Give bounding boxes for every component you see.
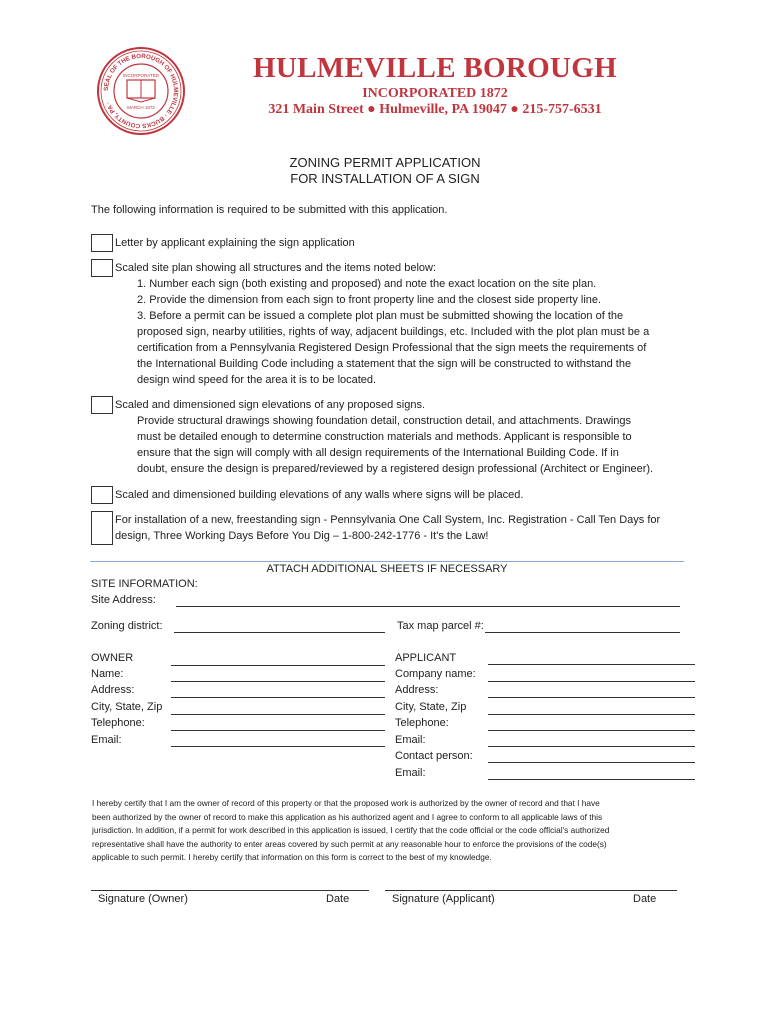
tax-map-label: Tax map parcel #:: [397, 620, 484, 632]
owner-telephone-field[interactable]: [171, 730, 385, 731]
checkbox-sign-elevations[interactable]: [91, 396, 113, 414]
tax-map-field[interactable]: [485, 632, 680, 633]
owner-city-label: City, State, Zip: [91, 701, 163, 713]
certification-text: [92, 797, 692, 865]
certification-line: been authorized by the owner of record to make this application as his authorized agent and I agree to conform to all applicable laws of this: [92, 811, 603, 822]
owner-signature-label: Signature (Owner): [98, 893, 188, 905]
one-call-line1: For installation of a new, freestanding sign - Pennsylvania One Call System, Inc. Registration - Call Ten Days for: [115, 514, 661, 526]
site-plan-note: certification from a Pennsylvania Registered Design Professional that the sign meets the requirements of: [137, 342, 647, 354]
sign-elevation-note: doubt, ensure the design is prepared/reviewed by a registered design professional (Architect or Engineer).: [137, 463, 654, 475]
attach-note: ATTACH ADDITIONAL SHEETS IF NECESSARY: [266, 563, 508, 575]
applicant-signature-field[interactable]: [385, 890, 677, 891]
site-address-field[interactable]: [176, 606, 680, 607]
form-title: [200, 155, 570, 187]
applicant-company-field[interactable]: [488, 681, 695, 682]
one-call-line2: design, Three Working Days Before You Dig – 1-800-242-1776 - It's the Law!: [115, 530, 489, 542]
checklist-item-letter: Letter by applicant explaining the sign application: [115, 237, 355, 249]
applicant-heading: APPLICANT: [395, 652, 457, 664]
certification-line: representative shall have the authority to enter areas covered by such permit at any reasonable hour to enforce the provisions of the code(s): [92, 838, 607, 849]
applicant-city-label: City, State, Zip: [395, 701, 467, 713]
applicant-date-label: Date: [633, 893, 657, 905]
checklist-item-one-call: [115, 512, 705, 544]
site-info-heading: SITE INFORMATION:: [91, 578, 198, 590]
checklist-item-building-elevations: Scaled and dimensioned building elevations of any walls where signs will be placed.: [115, 489, 524, 501]
checkbox-building-elevations[interactable]: [91, 486, 113, 504]
owner-date-label: Date: [326, 893, 350, 905]
checklist-item-site-plan: Scaled site plan showing all structures and the items noted below:: [115, 262, 437, 274]
org-name: HULMEVILLE BOROUGH: [253, 52, 617, 84]
applicant-contact-label: Contact person:: [395, 750, 473, 762]
svg-text:SEAL OF THE BOROUGH OF HULMEVI: SEAL OF THE BOROUGH OF HULMEVILLE · BUCKS COUNTY, PA ·: [102, 52, 180, 130]
owner-address-label: Address:: [91, 684, 135, 696]
applicant-city-field[interactable]: [488, 714, 695, 715]
sign-elevation-notes: [137, 413, 697, 477]
site-plan-note: the International Building Code including a statement that the sign will be constructed to withstand the: [137, 358, 632, 370]
applicant-contact-email-field[interactable]: [488, 779, 695, 780]
certification-line: jurisdiction. In addition, if a permit for work described in this application is issued, I certify that the code official or the code official's authorized: [92, 825, 610, 835]
owner-name-label: Name:: [91, 668, 124, 680]
svg-text:INCORPORATED: INCORPORATED: [123, 73, 159, 78]
applicant-email-label: Email:: [395, 734, 426, 746]
site-plan-note: 2. Provide the dimension from each sign to front property line and the closest side property line.: [137, 294, 602, 306]
owner-city-field[interactable]: [171, 714, 385, 715]
sign-elevation-note: must be detailed enough to determine construction materials and methods. Applicant is responsible to: [137, 431, 632, 443]
owner-telephone-label: Telephone:: [91, 717, 145, 729]
applicant-company-label: Company name:: [395, 668, 476, 680]
checkbox-site-plan[interactable]: [91, 259, 113, 277]
owner-address-field[interactable]: [171, 697, 385, 698]
checkbox-one-call[interactable]: [91, 511, 113, 545]
form-title-line1: ZONING PERMIT APPLICATION: [289, 155, 481, 170]
applicant-address-label: Address:: [395, 684, 439, 696]
applicant-contact-email-label: Email:: [395, 767, 426, 779]
owner-name-field[interactable]: [171, 681, 385, 682]
site-plan-notes: [137, 276, 697, 388]
owner-email-field[interactable]: [171, 746, 385, 747]
applicant-telephone-field[interactable]: [488, 730, 695, 731]
certification-line: applicable to such permit. I hereby certify that information on this form is correct to the best of my knowledge.: [92, 852, 492, 862]
address-line: 321 Main Street ● Hulmeville, PA 19047 ● 215-757-6531: [268, 102, 602, 117]
site-address-label: Site Address:: [91, 594, 156, 606]
sign-elevation-note: ensure that the sign will comply with all design requirements of the International Building Code. If in: [137, 447, 619, 459]
owner-heading-field[interactable]: [171, 665, 385, 666]
svg-text:MARCH 1872: MARCH 1872: [127, 105, 155, 110]
certification-line: I hereby certify that I am the owner of record of this property or that the proposed work is authorized by the owner of record and that I have: [92, 798, 600, 808]
site-plan-note: proposed sign, nearby utilities, rights of way, adjacent buildings, etc. Included with the plot plan must be a: [137, 326, 650, 338]
owner-email-label: Email:: [91, 734, 122, 746]
site-plan-note: design wind speed for the area it is to be located.: [137, 374, 377, 386]
zoning-district-label: Zoning district:: [91, 620, 163, 632]
applicant-telephone-label: Telephone:: [395, 717, 449, 729]
applicant-email-field[interactable]: [488, 746, 695, 747]
applicant-contact-field[interactable]: [488, 762, 695, 763]
applicant-address-field[interactable]: [488, 697, 695, 698]
intro-text: The following information is required to be submitted with this application.: [91, 204, 448, 216]
checkbox-letter[interactable]: [91, 234, 113, 252]
site-plan-note: 1. Number each sign (both existing and proposed) and note the exact location on the site plan.: [137, 278, 597, 290]
sign-elevation-note: Provide structural drawings showing foundation detail, construction detail, and attachments. Drawings: [137, 415, 632, 427]
borough-seal-icon: [96, 46, 186, 136]
applicant-signature-label: Signature (Applicant): [392, 893, 495, 905]
owner-heading: OWNER: [91, 652, 134, 664]
incorporated-line: INCORPORATED 1872: [362, 86, 508, 101]
zoning-district-field[interactable]: [174, 632, 385, 633]
owner-signature-field[interactable]: [91, 890, 369, 891]
applicant-heading-field[interactable]: [488, 664, 695, 665]
site-plan-note: 3. Before a permit can be issued a complete plot plan must be submitted showing the location of the: [137, 310, 624, 322]
form-title-line2: FOR INSTALLATION OF A SIGN: [290, 171, 480, 186]
checklist-item-sign-elevations: Scaled and dimensioned sign elevations of any proposed signs.: [115, 399, 426, 411]
